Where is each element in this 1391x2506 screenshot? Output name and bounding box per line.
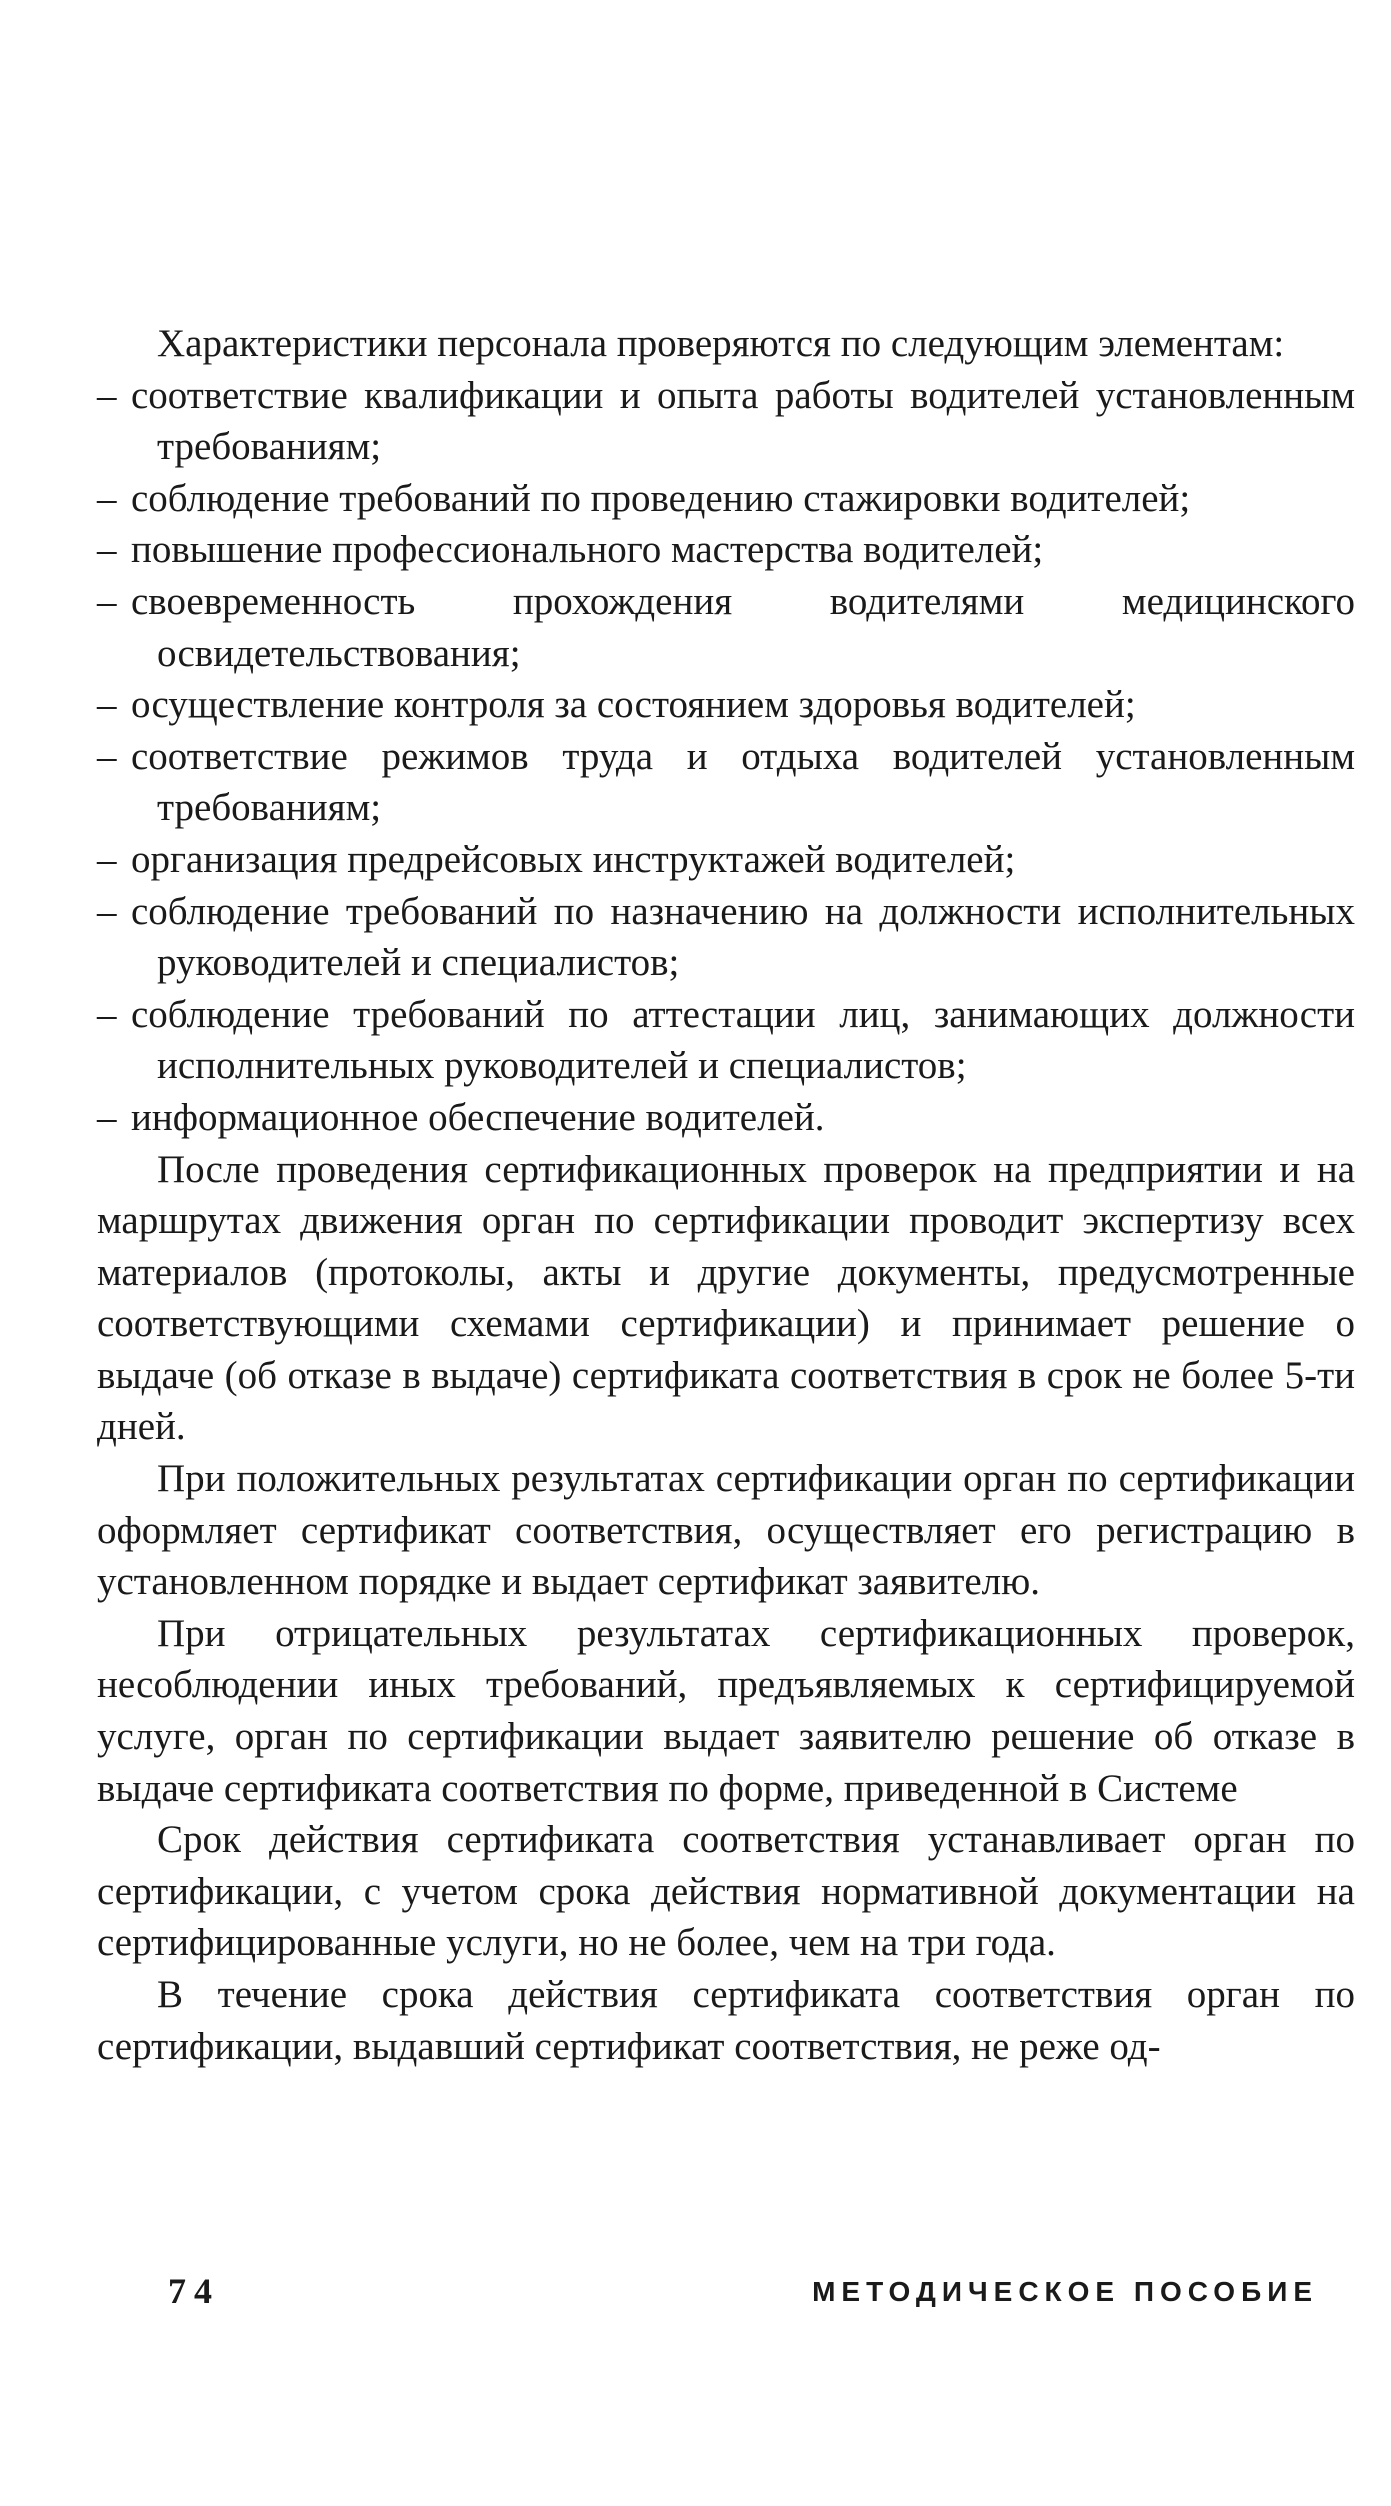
page-body [97, 318, 1355, 2072]
list-item-text: своевременность прохождения водителями медицинского освидетельствования; [131, 579, 1355, 675]
page-footer [168, 2270, 1318, 2318]
list-item-text: организация предрейсовых инструктажей водителей; [131, 837, 1016, 881]
list-item-text: соответствие квалификации и опыта работы водителей установленным требованиям; [131, 373, 1355, 469]
list-item [97, 731, 1355, 834]
body-paragraph-positive-results: При положительных результатах сертификации орган по сертификации оформляет сертификат соответствия, осуществляет его регистрацию в установленном порядке и выдает сертификат заявителю. [97, 1457, 1355, 1604]
list-dash: – [97, 528, 117, 572]
list-item-text: повышение профессионального мастерства водителей; [131, 528, 1044, 572]
list-dash: – [97, 579, 117, 623]
list-dash: – [97, 373, 117, 417]
personnel-checklist [97, 370, 1355, 1144]
list-item-text: соблюдение требований по назначению на должности исполнительных руководителей и специалистов; [131, 889, 1355, 985]
list-dash: – [97, 476, 117, 520]
list-item-text: соблюдение требований по аттестации лиц, занимающих должности исполнительных руководителей и специалистов; [131, 992, 1355, 1088]
list-item [97, 886, 1355, 989]
body-paragraph-inspection-control: В течение срока действия сертификата соответствия орган по сертификации, выдавший сертификат соответствия, не реже од- [97, 1973, 1355, 2068]
list-item-text: осуществление контроля за состоянием здоровья водителей; [131, 683, 1136, 727]
list-dash: – [97, 683, 117, 727]
list-dash: – [97, 1095, 117, 1139]
list-item [97, 834, 1355, 886]
list-item [97, 1092, 1355, 1144]
list-item [97, 524, 1355, 576]
list-item [97, 473, 1355, 525]
list-dash: – [97, 837, 117, 881]
intro-paragraph: Характеристики персонала проверяются по следующим элементам: [157, 322, 1285, 365]
page-number: 74 [168, 2271, 220, 2311]
running-title: МЕТОДИЧЕСКОЕ ПОСОБИЕ [812, 2276, 1318, 2307]
body-paragraph-validity-term: Срок действия сертификата соответствия устанавливает орган по сертификации, с учетом срока действия нормативной документации на сертифицированные услуги, но не более, чем на три года. [97, 1818, 1355, 1965]
list-item [97, 370, 1355, 473]
list-item-text: информационное обеспечение водителей. [131, 1095, 825, 1139]
body-paragraph-negative-results: При отрицательных результатах сертификационных проверок, несоблюдении иных требований, предъявляемых к сертифицируемой услуге, орган по сертификации выдает заявителю решение об отказе в выдаче сертификата соответствия по форме, приведенной в Системе [97, 1611, 1355, 1810]
list-dash: – [97, 889, 117, 933]
list-item-text: соблюдение требований по проведению стажировки водителей; [131, 476, 1191, 520]
list-item [97, 989, 1355, 1092]
list-item [97, 576, 1355, 679]
list-dash: – [97, 734, 117, 778]
list-dash: – [97, 992, 117, 1036]
list-item [97, 679, 1355, 731]
list-item-text: соответствие режимов труда и отдыха водителей установленным требованиям; [131, 734, 1355, 830]
body-paragraph-expertise: После проведения сертификационных проверок на предприятии и на маршрутах движения орган по сертификации проводит экспертизу всех материалов (протоколы, акты и другие документы, предусмотренные соответствующими схемами сертификации) и принимает решение о выдаче (об отказе в выдаче) сертификата соответствия в срок не более 5-ти дней. [97, 1147, 1355, 1449]
